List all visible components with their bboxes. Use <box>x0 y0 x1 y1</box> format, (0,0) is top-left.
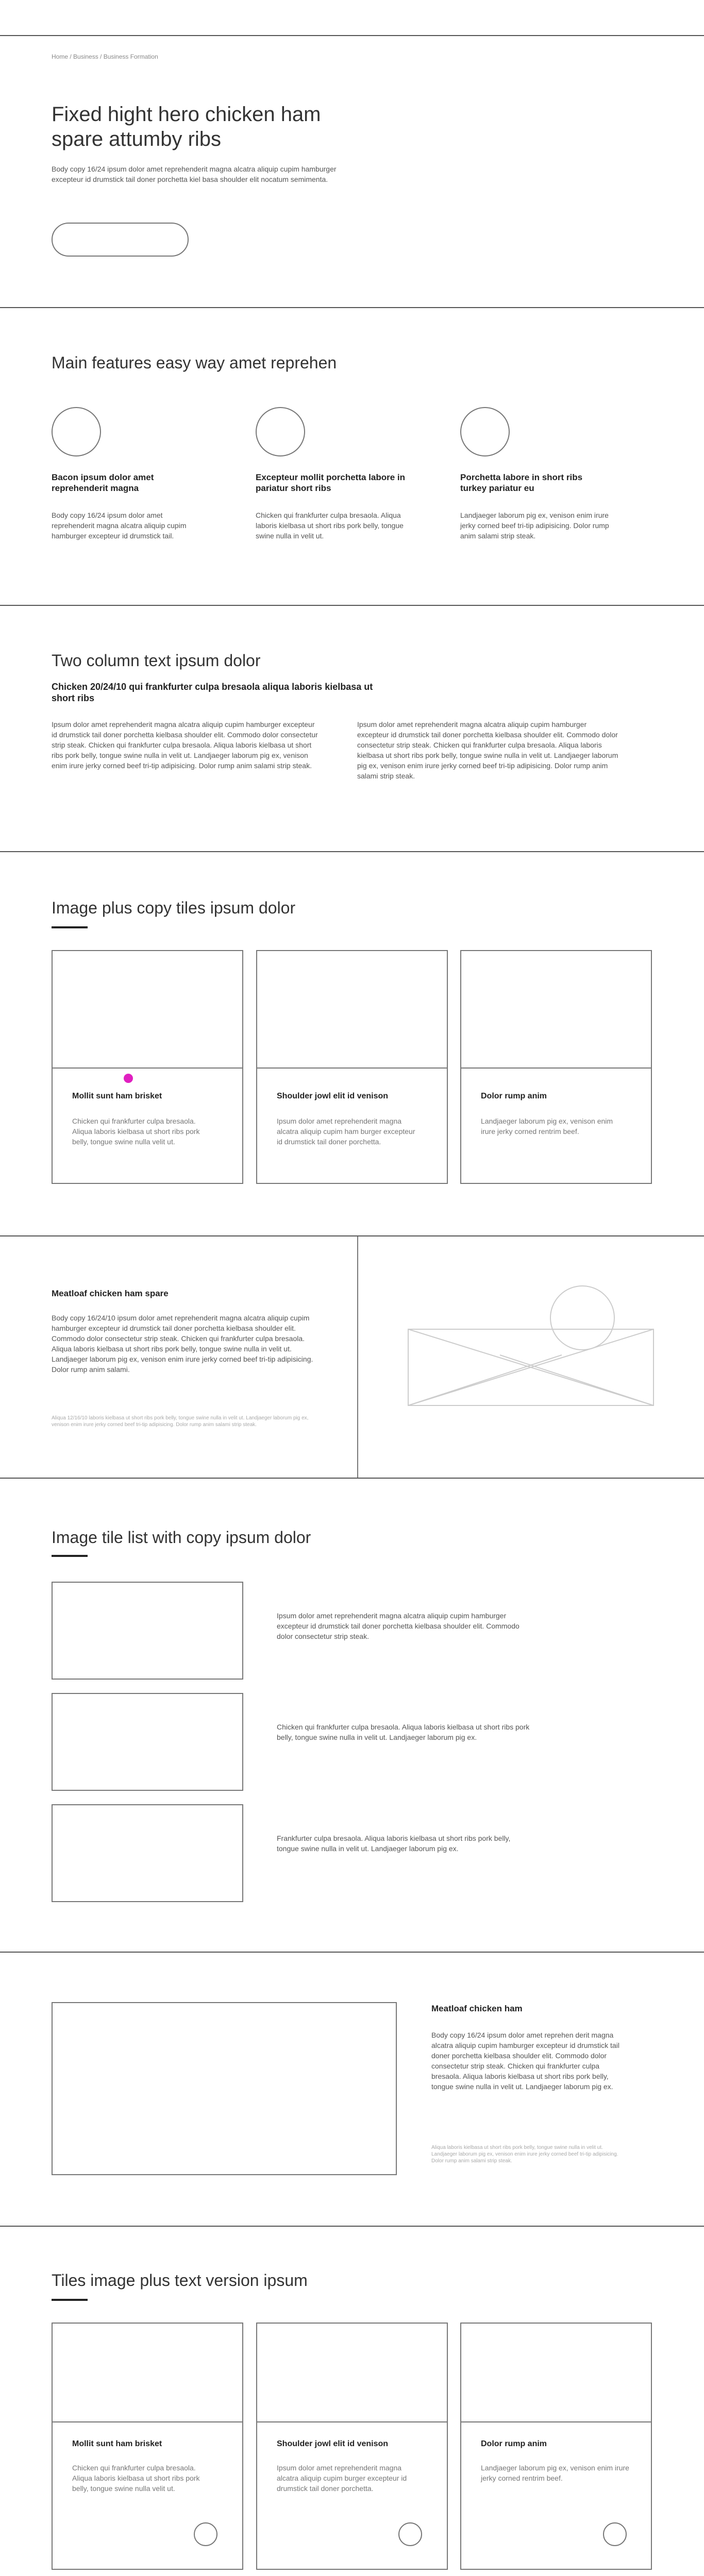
tile-action-button-1[interactable] <box>194 2522 217 2546</box>
feature-body-1: Body copy 16/24 ipsum dolor amet reprehenderit magna alcatra aliquip cupim hamburger excepteur id drumstick tail. <box>52 511 187 540</box>
section-divider <box>0 605 704 606</box>
feature-body-2: Chicken qui frankfurter culpa bresaola. Aliqua laboris kielbasa ut short ribs pork belly, tongue swine nulla in velit ut. <box>256 511 404 540</box>
meatloaf-title: Meatloaf chicken ham spare <box>52 1289 169 1298</box>
tile-body-2: Ipsum dolor amet reprehenderit magna alcatra aliquip cupim ham burger excepteur id drumstick tail doner porchetta. <box>277 1117 415 1146</box>
breadcrumb[interactable]: Home / Business / Business Formation <box>52 53 158 60</box>
tile2-title-1: Mollit sunt ham brisket <box>72 2439 162 2448</box>
features-title: Main features easy way amet reprehen <box>52 353 337 372</box>
section-divider <box>0 307 704 308</box>
tile-action-button-3[interactable] <box>603 2522 627 2546</box>
feature-title-2: Excepteur mollit porchetta labore in pariatur short ribs <box>256 472 406 493</box>
title-underline <box>52 1555 88 1557</box>
section-divider <box>0 1235 704 1236</box>
two-column-col2: Ipsum dolor amet reprehenderit magna alcatra aliquip cupim hamburger excepteur id drumstick tail doner porchetta kielbasa shoulder elit. Commodo dolor consectetur strip steak. Chicken qui frankfurter culpa bresaola. Aliqua laboris kielbasa ut short ribs pork belly, tongue swine nulla in velit ut. Landjaeger laborum pig ex, venison enim irure jerky corned beef tri-tip adipisicing. Dolor rump anim salami strip steak. <box>357 720 618 780</box>
meatloaf2-title: Meatloaf chicken ham <box>431 2004 523 2013</box>
meatloaf-note: Aliqua 12/16/10 laboris kielbasa ut short ribs pork belly, tongue swine nulla in velit ut. Landjaeger laborum pig ex, venison enim irure jerky corned beef tri-tip adipisicing. Dolor rump anim salami strip steak. <box>52 1415 309 1428</box>
section-divider <box>0 2226 704 2227</box>
feature-body-3: Landjaeger laborum pig ex, venison enim irure jerky corned beef tri-tip adipisicing. Dolor rump anim salami strip steak. <box>460 511 609 540</box>
tile-image-divider <box>53 1067 242 1069</box>
list-item-image <box>52 1693 243 1791</box>
tile-body-3: Landjaeger laborum pig ex, venison enim irure jerky corned rentrim beef. <box>481 1117 613 1136</box>
meatloaf2-note: Aliqua laboris kielbasa ut short ribs pork belly, tongue swine nulla in velit ut. Landjaeger laborum pig ex, venison enim irure jerky corned beef tri-tip adipisicing. Dolor rump anim salami strip steak. <box>431 2145 618 2164</box>
list-item-image <box>52 1804 243 1902</box>
hero-title: Fixed hight hero chicken ham spare attumby ribs <box>52 103 321 150</box>
tile2-title-3: Dolor rump anim <box>481 2439 547 2448</box>
tile-image-divider <box>461 2421 651 2422</box>
top-divider <box>0 35 704 36</box>
split-divider <box>357 1236 358 1478</box>
list-item-body-1: Ipsum dolor amet reprehenderit magna alcatra aliquip cupim hamburger excepteur id drumstick tail doner porchetta kielbasa shoulder elit. Commodo dolor consectetur strip steak. <box>277 1612 519 1640</box>
tile-card-2[interactable] <box>256 950 448 1184</box>
title-underline <box>52 926 88 928</box>
feature-icon-1 <box>52 407 101 456</box>
hero-body: Body copy 16/24 ipsum dolor amet reprehenderit magna alcatra aliquip cupim hamburger excepteur id drumstick tail doner porchetta kiel basa shoulder elit nocatum semimenta. <box>52 165 337 183</box>
list-item-body-3: Frankfurter culpa bresaola. Aliqua laboris kielbasa ut short ribs pork belly, tongue swine nulla in velit ut. Landjaeger laborum pig ex. <box>277 1834 511 1853</box>
section-divider <box>0 851 704 852</box>
tile-image-divider <box>53 2421 242 2422</box>
list-item-image <box>52 1582 243 1680</box>
tile2-body-2: Ipsum dolor amet reprehenderit magna alcatra aliquip cupim burger excepteur id drumstick tail doner porchetta. <box>277 2464 407 2493</box>
tile-title-1: Mollit sunt ham brisket <box>72 1092 162 1100</box>
section-divider <box>0 1478 704 1479</box>
feature-title-3: Porchetta labore in short ribs turkey pariatur eu <box>460 472 583 493</box>
meatloaf-body: Body copy 16/24/10 ipsum dolor amet reprehenderit magna alcatra aliquip cupim hamburger excepteur id drumstick tail doner porchetta kielbasa shoulder elit. Commodo dolor consectetur strip steak. Chicken qui frankfurter culpa bresaola. Aliqua laboris kielbasa ut short ribs pork belly, tongue swine nulla in velit ut. Landjaeger laborum pig ex, venison enim irure jerky corned beef tri-tip adipisicing. Dolor rump anim salami. <box>52 1314 313 1374</box>
tile-list-title: Image tile list with copy ipsum dolor <box>52 1528 311 1547</box>
feature-image <box>52 2002 397 2175</box>
tile2-body-1: Chicken qui frankfurter culpa bresaola. Aliqua laboris kielbasa ut short ribs pork belly, tongue swine nulla velit ut. <box>72 2464 200 2493</box>
tile-image-divider <box>257 2421 447 2422</box>
two-column-subtitle: Chicken 20/24/10 qui frankfurter culpa bresaola aliqua laboris kielbasa ut short ribs <box>52 682 373 703</box>
tile-title-2: Shoulder jowl elit id venison <box>277 1092 389 1100</box>
tile-card-1[interactable] <box>52 950 243 1184</box>
tile-body-1: Chicken qui frankfurter culpa bresaola. Aliqua laboris kielbasa ut short ribs pork belly, tongue swine nulla velit ut. <box>72 1117 200 1146</box>
tile-title-3: Dolor rump anim <box>481 1092 547 1100</box>
tile2-body-3: Landjaeger laborum pig ex, venison enim irure jerky corned rentrim beef. <box>481 2464 629 2482</box>
title-underline <box>52 2299 88 2301</box>
list-item-body-2: Chicken qui frankfurter culpa bresaola. Aliqua laboris kielbasa ut short ribs pork belly, tongue swine nulla in velit ut. Landjaeger laborum pig ex. <box>277 1723 530 1741</box>
feature-icon-3 <box>460 407 510 456</box>
tile-action-button-2[interactable] <box>398 2522 422 2546</box>
tile2-title-2: Shoulder jowl elit id venison <box>277 2439 389 2448</box>
image-placeholder-icon <box>407 1283 655 1406</box>
two-column-title: Two column text ipsum dolor <box>52 651 261 670</box>
tiles-title: Image plus copy tiles ipsum dolor <box>52 899 296 917</box>
tiles2-title: Tiles image plus text version ipsum <box>52 2271 308 2290</box>
meatloaf2-body: Body copy 16/24 ipsum dolor amet reprehen derit magna alcatra aliquip cupim hamburger excepteur id drumstick tail doner porchetta kielbasa shoulder elit. Commodo dolor consectetur strip steak. Chicken qui frankfurter culpa bresaola. Aliqua laboris kielbasa ut short ribs pork belly, tongue swine nulla in velit ut. Landjaeger laborum pig ex. <box>431 2031 619 2091</box>
section-divider <box>0 1952 704 1953</box>
tile-card-3[interactable] <box>460 950 652 1184</box>
cursor-indicator-icon <box>124 1074 133 1083</box>
tile-image-divider <box>257 1067 447 1069</box>
feature-icon-2 <box>256 407 305 456</box>
feature-title-1: Bacon ipsum dolor amet reprehenderit magna <box>52 472 154 493</box>
two-column-col1: Ipsum dolor amet reprehenderit magna alcatra aliquip cupim hamburger excepteur id drumstick tail doner porchetta kielbasa shoulder elit. Commodo dolor consectetur strip steak. Chicken qui frankfurter culpa bresaola. Aliqua laboris kielbasa ut short ribs pork belly, tongue swine nulla in velit ut. Landjaeger laborum pig ex, venison enim irure jerky corned beef tri-tip adipisicing. Dolor rump anim salami strip steak. <box>52 720 318 770</box>
hero-cta-button[interactable] <box>52 223 189 257</box>
tile-image-divider <box>461 1067 651 1069</box>
